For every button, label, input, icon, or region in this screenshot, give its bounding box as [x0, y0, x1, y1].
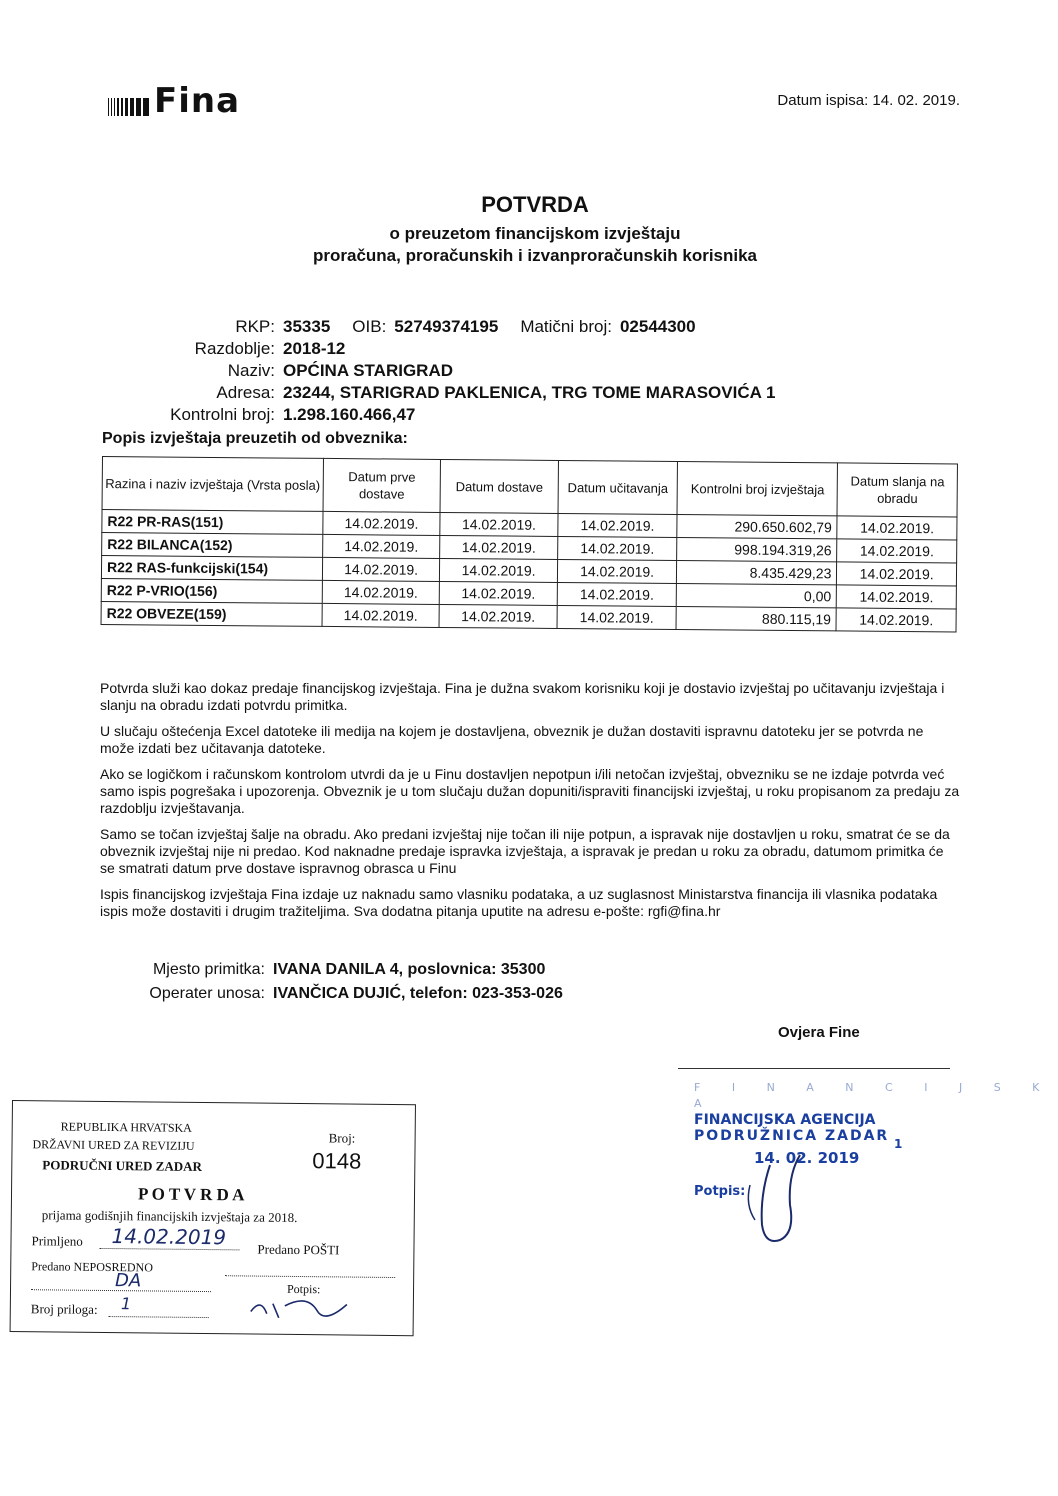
signature-line — [678, 1068, 950, 1069]
box-dotted-line — [99, 1248, 239, 1250]
naziv-label: Naziv: — [227, 361, 275, 380]
fina-logo-bars-icon — [108, 94, 151, 116]
oib-value: 52749374195 — [394, 317, 499, 336]
box-nep-hand: DA — [115, 1270, 142, 1292]
box-prijama: prijama godišnjih financijskih izvještaja za 2018. — [41, 1207, 298, 1225]
stamp-faint-line: F I N A N C I J S K A — [694, 1081, 1054, 1110]
box-broj-priloga-hand: 1 — [120, 1294, 132, 1314]
box-primljeno-label: Primljeno — [31, 1233, 83, 1249]
razdoblje-value: 2018-12 — [283, 339, 346, 358]
receipt-info — [135, 958, 563, 1006]
paragraph: Ako se logičkom i računskom kontrolom utvrdi da je u Finu dostavljen nepotpun i/ili netočan izvještaj, obvezniku se ne izdaje potvrda već samo ispis pogrešaka i upozorenja. Obveznik je u tom slučaju dužan dopuniti/ispraviti financijski izvještaj, u roku propisanom za predaju za razdoblju izvještavanja. — [100, 766, 960, 816]
box-dotted-line — [225, 1275, 395, 1278]
table-cell: 14.02.2019. — [322, 603, 440, 627]
table-cell: 14.02.2019. — [322, 557, 440, 581]
table-cell: 880.115,19 — [676, 607, 836, 631]
fina-stamp — [694, 1080, 1058, 1199]
box-broj-value: 0148 — [312, 1148, 362, 1174]
table-header-cell: Datum učitavanja — [558, 460, 678, 514]
box-line-2: DRŽAVNI URED ZA REVIZIJU — [32, 1137, 195, 1153]
table-cell: 14.02.2019. — [440, 581, 558, 605]
table-header-cell: Datum prve dostave — [323, 458, 441, 512]
table-cell: 8.435.429,23 — [677, 561, 837, 585]
paragraph: Potvrda služi kao dokaz predaje financijskog izvještaja. Fina je dužna svakom korisniku koji je dostavio izvještaj po učitavanju izvještaja i slanju na obradu izdati potvrdu primitka. — [100, 680, 945, 713]
mjesto-value: IVANA DANILA 4, poslovnica: 35300 — [273, 961, 546, 978]
rkp-value: 35335 — [283, 317, 331, 336]
operater-value: IVANČICA DUJIĆ, telefon: 023-353-026 — [273, 985, 563, 1002]
table-cell: 290.650.602,79 — [677, 515, 837, 539]
stamp-number: 1 — [894, 1137, 903, 1151]
table-cell: 14.02.2019. — [557, 559, 677, 583]
table-cell: 14.02.2019. — [558, 513, 678, 537]
table-cell: 14.02.2019. — [837, 585, 957, 609]
oib-label: OIB: — [352, 317, 387, 336]
document-subtitle-1: o preuzetom financijskom izvještaju — [389, 224, 681, 243]
table-header-row — [102, 457, 957, 517]
table-header-cell: Datum slanja na obradu — [837, 463, 957, 517]
table-cell: 14.02.2019. — [837, 539, 957, 563]
audit-office-stamp — [10, 1100, 416, 1336]
document-subtitle-2: proračuna, proračunskih i izvanproračunskih korisnika — [312, 246, 758, 265]
list-title: Popis izvještaja preuzetih od obveznika: — [102, 430, 408, 447]
box-broj-priloga-label: Broj priloga: — [30, 1301, 98, 1317]
paragraph: Ispis financijskog izvještaja Fina izdaje uz naknadu samo vlasniku podataka, a uz suglasnost Ministarstva financija ili vlasnika podataka ispis može dostaviti i drugim tražiteljima. Sva dodatna pitanja uputite na adresu e-pošte: rgfi@fina.hr — [100, 886, 938, 919]
notice-text — [100, 680, 960, 929]
table-cell: 0,00 — [677, 584, 837, 608]
document-title: POTVRDA — [481, 192, 589, 217]
naziv-value: OPĆINA STARIGRAD — [283, 361, 453, 380]
entity-info — [100, 316, 775, 426]
table-header-cell: Kontrolni broj izvještaja — [677, 462, 838, 516]
handwritten-signature-icon — [740, 1145, 840, 1255]
rkp-label: RKP: — [235, 317, 275, 336]
box-potpis-label: Potpis: — [286, 1281, 321, 1297]
reports-table — [101, 456, 958, 632]
stamp-line-2: PODRUŽNICA ZADAR — [694, 1128, 890, 1144]
table-cell: 14.02.2019. — [323, 511, 441, 535]
table-cell: R22 BILANCA(152) — [102, 533, 323, 558]
box-line-1: REPUBLIKA HRVATSKA — [60, 1119, 192, 1135]
table-header-cell: Datum dostave — [440, 459, 558, 513]
table-cell: 998.194.319,26 — [677, 538, 837, 562]
maticni-label: Matični broj: — [520, 317, 612, 336]
ovjera-label: Ovjera Fine — [778, 1024, 860, 1041]
box-predano-posti: Predano POŠTI — [257, 1241, 340, 1258]
box-dotted-line — [31, 1289, 211, 1292]
table-cell: 14.02.2019. — [440, 512, 558, 536]
adresa-value: 23244, STARIGRAD PAKLENICA, TRG TOME MARASOVIĆA 1 — [283, 383, 776, 402]
table-cell: 14.02.2019. — [836, 608, 956, 632]
box-predano-neposredno: Predano NEPOSREDNO — [31, 1259, 153, 1275]
table-cell: 14.02.2019. — [837, 516, 957, 540]
table-cell: 14.02.2019. — [557, 605, 677, 629]
table-cell: 14.02.2019. — [439, 604, 557, 628]
stamp-potpis-label: Potpis: — [694, 1184, 746, 1199]
box-line-3: PODRUČNI URED ZADAR — [42, 1157, 203, 1174]
table-cell: 14.02.2019. — [557, 582, 677, 606]
table-cell: 14.02.2019. — [322, 534, 440, 558]
fina-logo-text: Fina — [154, 81, 241, 121]
box-dotted-line — [109, 1316, 209, 1318]
box-signature-icon — [247, 1293, 357, 1326]
stamp-line-1: FINANCIJSKA AGENCIJA — [694, 1112, 876, 1128]
table-cell: 14.02.2019. — [837, 562, 957, 586]
paragraph: Samo se točan izvještaj šalje na obradu. Ako predani izvještaj nije točan ili nije potpun, a ispravak nije dostavljen u roku, smatrat će se da obveznik izvještaj nije ni predao. Kod naknadne predaje ispravka izvještaja, a ispravak je predan u roku za obradu, datumom primitka će se smatrati datum prve dostave ispravnog obrasca u Finu — [100, 826, 950, 876]
kontrolni-value: 1.298.160.466,47 — [283, 405, 416, 424]
table-cell: R22 P-VRIO(156) — [101, 578, 322, 603]
table-cell: R22 OBVEZE(159) — [101, 601, 322, 626]
box-potvrda: P O T V R D A — [137, 1184, 245, 1205]
table-cell: R22 PR-RAS(151) — [102, 510, 323, 535]
table-cell: 14.02.2019. — [322, 580, 440, 604]
table-cell: 14.02.2019. — [440, 535, 558, 559]
table-cell: 14.02.2019. — [557, 536, 677, 560]
paragraph: U slučaju oštećenja Excel datoteke ili medija na kojem je dostavljena, obveznik je dužan dostaviti ispravnu datoteku jer se potvrda ne može izdati bez učitavanja datoteke. — [100, 723, 924, 756]
stamp-date: 14. 02. 2019 — [754, 1149, 860, 1167]
table-cell: 14.02.2019. — [440, 558, 558, 582]
table-header-cell: Razina i naziv izvještaja (Vrsta posla) — [102, 457, 323, 512]
box-primljeno-hand: 14.02.2019 — [111, 1224, 227, 1250]
maticni-value: 02544300 — [619, 317, 696, 336]
mjesto-label: Mjesto primitka: — [152, 961, 265, 978]
table-cell: R22 RAS-funkcijski(154) — [101, 556, 322, 581]
kontrolni-label: Kontrolni broj: — [170, 405, 275, 424]
print-date: Datum ispisa: 14. 02. 2019. — [777, 92, 960, 109]
operater-label: Operater unosa: — [149, 985, 265, 1002]
fina-logo — [108, 81, 241, 121]
box-broj-label: Broj: — [328, 1130, 356, 1146]
razdoblje-label: Razdoblje: — [194, 339, 275, 358]
adresa-label: Adresa: — [216, 383, 275, 402]
